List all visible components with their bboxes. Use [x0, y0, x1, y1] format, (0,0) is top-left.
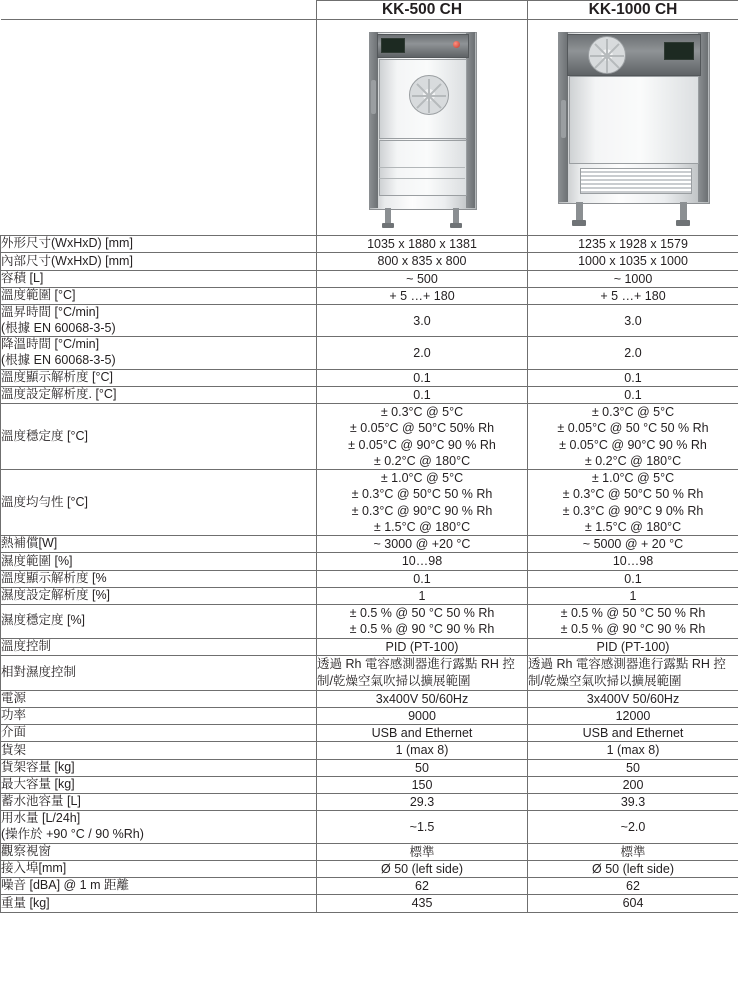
row-value-model-1: USB and Ethernet: [317, 725, 528, 742]
row-value-model-2: 0.1: [528, 386, 738, 403]
row-label: 溫昇時間 [°C/min] (根據 EN 60068-3-5): [1, 305, 317, 337]
row-value-model-2: Ø 50 (left side): [528, 860, 738, 877]
table-row: [1, 655, 738, 690]
table-row: [1, 759, 738, 776]
table-row: [1, 587, 738, 604]
table-row: [1, 305, 738, 337]
row-label: 濕度穩定度 [%]: [1, 605, 317, 639]
row-label: 貨架: [1, 742, 317, 759]
row-value-model-2: ~2.0: [528, 811, 738, 843]
row-value-model-2: 604: [528, 895, 738, 912]
row-value-model-2: 1235 x 1928 x 1579: [528, 236, 738, 253]
row-value-model-1: 150: [317, 776, 528, 793]
row-value-model-1: 0.1: [317, 570, 528, 587]
row-label: 溫度穩定度 [°C]: [1, 404, 317, 470]
header-model-1: KK-500 CH: [317, 1, 528, 20]
row-value-model-2: 0.1: [528, 369, 738, 386]
header-blank-cell: [1, 1, 317, 20]
row-value-model-1: 10…98: [317, 553, 528, 570]
chamber-illustration-1000: [552, 28, 714, 228]
row-value-model-1: 29.3: [317, 794, 528, 811]
row-value-model-1: 0.1: [317, 386, 528, 403]
row-label: 熱補償[W]: [1, 536, 317, 553]
row-value-model-2: 1000 x 1035 x 1000: [528, 253, 738, 270]
row-value-model-1: 1 (max 8): [317, 742, 528, 759]
row-label: 噪音 [dBA] @ 1 m 距離: [1, 878, 317, 895]
row-label: 溫度顯示解析度 [%: [1, 570, 317, 587]
table-row: [1, 236, 738, 253]
table-row: [1, 470, 738, 536]
row-label: 蓄水池容量 [L]: [1, 794, 317, 811]
row-value-model-2: 標準: [528, 843, 738, 860]
table-row: [1, 570, 738, 587]
row-value-model-1: ~ 500: [317, 270, 528, 287]
table-row: [1, 895, 738, 912]
table-header-row: [1, 1, 738, 20]
row-label: 濕度範圍 [%]: [1, 553, 317, 570]
row-label: 貨架容量 [kg]: [1, 759, 317, 776]
table-row: [1, 725, 738, 742]
row-label: 觀察視窗: [1, 843, 317, 860]
row-value-model-2: ± 1.0°C @ 5°C ± 0.3°C @ 50°C 50 % Rh ± 0.3°C @ 90°C 9 0% Rh ± 1.5°C @ 180°C: [528, 470, 738, 536]
table-row: [1, 404, 738, 470]
row-value-model-1: ± 1.0°C @ 5°C ± 0.3°C @ 50°C 50 % Rh ± 0.3°C @ 90°C 90 % Rh ± 1.5°C @ 180°C: [317, 470, 528, 536]
row-value-model-2: 2.0: [528, 337, 738, 369]
row-value-model-1: 2.0: [317, 337, 528, 369]
table-row: [1, 794, 738, 811]
table-row: [1, 553, 738, 570]
product-image-row: [1, 20, 738, 236]
row-value-model-2: 透過 Rh 電容感測器進行露點 RH 控制/乾燥空氣吹掃以擴展範圍: [528, 655, 738, 690]
row-value-model-2: 0.1: [528, 570, 738, 587]
row-value-model-1: ± 0.5 % @ 50 °C 50 % Rh ± 0.5 % @ 90 °C 90 % Rh: [317, 605, 528, 639]
row-label: 降溫時間 [°C/min] (根據 EN 60068-3-5): [1, 337, 317, 369]
row-value-model-2: 200: [528, 776, 738, 793]
row-value-model-1: ~1.5: [317, 811, 528, 843]
row-value-model-1: 標準: [317, 843, 528, 860]
table-row: [1, 776, 738, 793]
row-label: 用水量 [L/24h] (操作於 +90 °C / 90 %Rh): [1, 811, 317, 843]
row-value-model-2: 1: [528, 587, 738, 604]
row-value-model-1: ± 0.3°C @ 5°C ± 0.05°C @ 50°C 50% Rh ± 0.05°C @ 90°C 90 % Rh ± 0.2°C @ 180°C: [317, 404, 528, 470]
row-value-model-2: ± 0.5 % @ 50 °C 50 % Rh ± 0.5 % @ 90 °C 90 % Rh: [528, 605, 738, 639]
row-value-model-1: 3.0: [317, 305, 528, 337]
row-value-model-1: 50: [317, 759, 528, 776]
table-row: [1, 843, 738, 860]
table-row: [1, 707, 738, 724]
table-row: [1, 811, 738, 843]
row-label: 接入埠[mm]: [1, 860, 317, 877]
row-value-model-1: PID (PT-100): [317, 638, 528, 655]
row-label: 最大容量 [kg]: [1, 776, 317, 793]
row-value-model-2: ~ 5000 @ + 20 °C: [528, 536, 738, 553]
table-row: [1, 638, 738, 655]
row-value-model-2: 3x400V 50/60Hz: [528, 690, 738, 707]
row-label: 介面: [1, 725, 317, 742]
row-value-model-1: 0.1: [317, 369, 528, 386]
table-row: [1, 287, 738, 304]
row-value-model-2: PID (PT-100): [528, 638, 738, 655]
row-value-model-2: 50: [528, 759, 738, 776]
row-value-model-1: 1: [317, 587, 528, 604]
image-row-blank-cell: [1, 20, 317, 236]
row-label: 外形尺寸(WxHxD) [mm]: [1, 236, 317, 253]
row-label: 重量 [kg]: [1, 895, 317, 912]
table-row: [1, 536, 738, 553]
row-value-model-2: 12000: [528, 707, 738, 724]
product-image-kk-500: [317, 20, 528, 236]
row-value-model-2: + 5 …+ 180: [528, 287, 738, 304]
product-image-kk-1000: [528, 20, 738, 236]
table-row: [1, 605, 738, 639]
table-row: [1, 386, 738, 403]
row-value-model-1: 透過 Rh 電容感測器進行露點 RH 控制/乾燥空氣吹掃以擴展範圍: [317, 655, 528, 690]
row-label: 電源: [1, 690, 317, 707]
table-row: [1, 270, 738, 287]
row-value-model-1: 800 x 835 x 800: [317, 253, 528, 270]
row-value-model-1: + 5 …+ 180: [317, 287, 528, 304]
row-value-model-2: ~ 1000: [528, 270, 738, 287]
row-label: 相對濕度控制: [1, 655, 317, 690]
table-row: [1, 860, 738, 877]
row-value-model-2: 1 (max 8): [528, 742, 738, 759]
table-row: [1, 369, 738, 386]
row-label: 濕度設定解析度 [%]: [1, 587, 317, 604]
row-label: 溫度控制: [1, 638, 317, 655]
row-value-model-1: 9000: [317, 707, 528, 724]
row-value-model-1: 435: [317, 895, 528, 912]
row-label: 溫度顯示解析度 [°C]: [1, 369, 317, 386]
row-value-model-2: 3.0: [528, 305, 738, 337]
row-value-model-1: 3x400V 50/60Hz: [317, 690, 528, 707]
row-value-model-1: Ø 50 (left side): [317, 860, 528, 877]
row-value-model-1: ~ 3000 @ +20 °C: [317, 536, 528, 553]
row-label: 容積 [L]: [1, 270, 317, 287]
row-label: 溫度均勻性 [°C]: [1, 470, 317, 536]
row-value-model-2: 10…98: [528, 553, 738, 570]
row-label: 內部尺寸(WxHxD) [mm]: [1, 253, 317, 270]
table-row: [1, 878, 738, 895]
row-value-model-2: USB and Ethernet: [528, 725, 738, 742]
table-row: [1, 690, 738, 707]
header-model-2: KK-1000 CH: [528, 1, 738, 20]
table-row: [1, 742, 738, 759]
table-row: [1, 253, 738, 270]
table-row: [1, 337, 738, 369]
chamber-illustration-500: [363, 28, 481, 228]
row-value-model-2: ± 0.3°C @ 5°C ± 0.05°C @ 50 °C 50 % Rh ± 0.05°C @ 90°C 90 % Rh ± 0.2°C @ 180°C: [528, 404, 738, 470]
row-value-model-2: 62: [528, 878, 738, 895]
row-label: 功率: [1, 707, 317, 724]
row-value-model-1: 1035 x 1880 x 1381: [317, 236, 528, 253]
row-value-model-2: 39.3: [528, 794, 738, 811]
row-value-model-1: 62: [317, 878, 528, 895]
row-label: 溫度範圍 [°C]: [1, 287, 317, 304]
row-label: 溫度設定解析度. [°C]: [1, 386, 317, 403]
